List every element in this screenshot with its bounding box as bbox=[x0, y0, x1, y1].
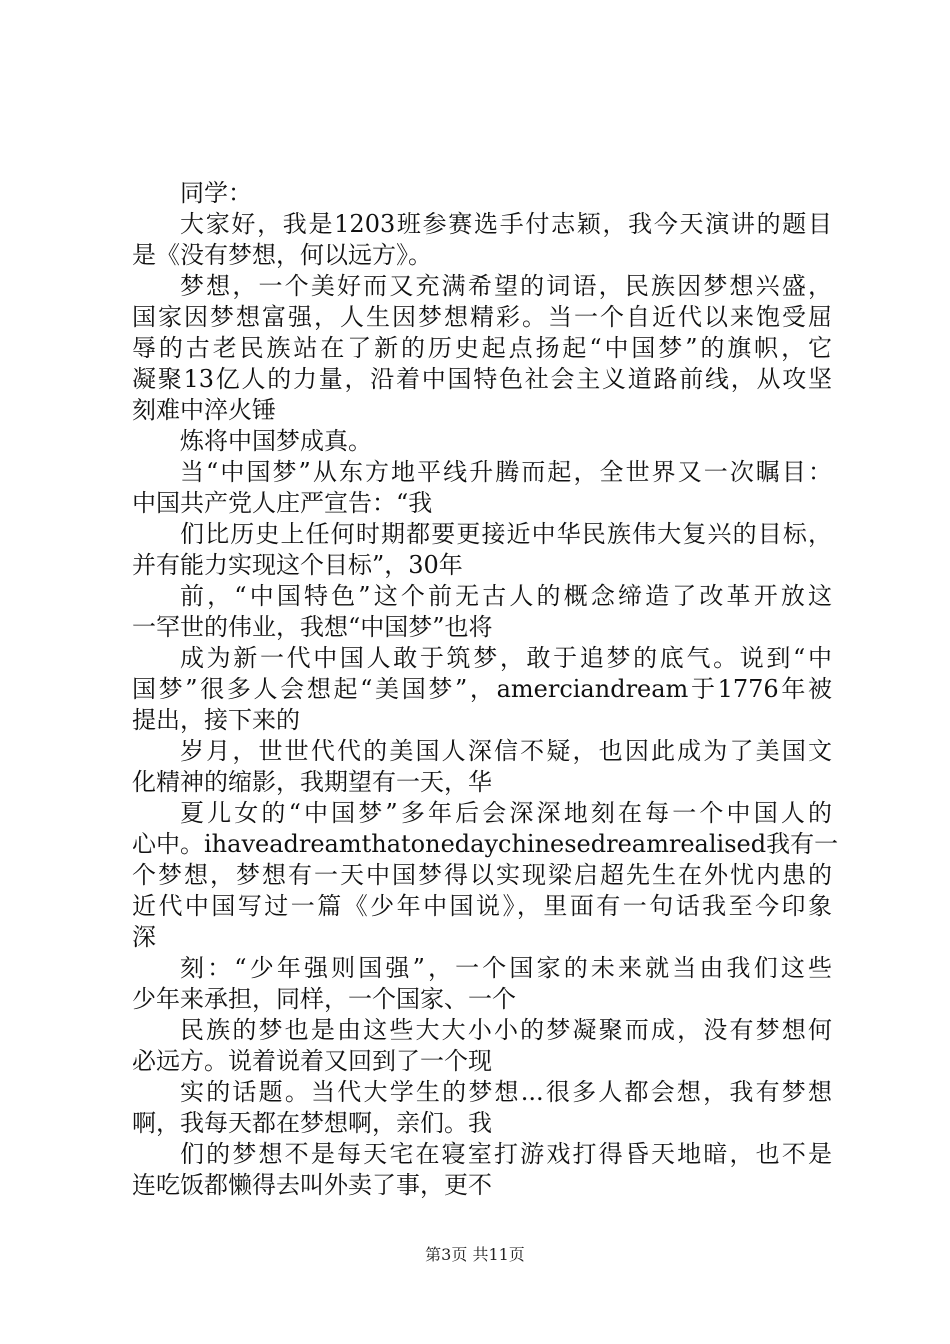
text-line: 深 bbox=[132, 923, 156, 951]
text-line: 炼将中国梦成真。 bbox=[180, 427, 372, 455]
text-line: 民族的梦也是由这些大大小小的梦凝聚而成，没有梦想何 bbox=[180, 1016, 832, 1044]
text-line: 刻：“少年强则国强”，一个国家的未来就当由我们这些 bbox=[180, 954, 832, 982]
text-line: 近代中国写过一篇《少年中国说》，里面有一句话我至今印象 bbox=[132, 892, 832, 920]
text-line: 刻难中淬火锤 bbox=[132, 396, 276, 424]
text-line: 化精神的缩影，我期望有一天，华 bbox=[132, 768, 492, 796]
page-number-footer: 第3页 共11页 bbox=[425, 1245, 525, 1264]
text-line: 同学： bbox=[180, 179, 252, 207]
text-line: 心中。ihaveadreamthatonedaychinesedreamrealised我有一 bbox=[132, 830, 839, 858]
text-line: 个梦想，梦想有一天中国梦得以实现梁启超先生在外忧内患的 bbox=[132, 861, 832, 889]
text-line: 连吃饭都懒得去叫外卖了事，更不 bbox=[132, 1171, 492, 1199]
text-line: 凝聚13亿人的力量，沿着中国特色社会主义道路前线，从攻坚 bbox=[132, 365, 832, 393]
text-line: 前，“中国特色”这个前无古人的概念缔造了改革开放这 bbox=[180, 582, 832, 610]
text-line: 当“中国梦”从东方地平线升腾而起，全世界又一次瞩目： bbox=[180, 458, 832, 486]
text-line: 大家好，我是1203班参赛选手付志颖，我今天演讲的题目 bbox=[180, 210, 832, 238]
text-line: 国家因梦想富强，人生因梦想精彩。当一个自近代以来饱受屈 bbox=[132, 303, 832, 331]
text-line: 是《没有梦想，何以远方》。 bbox=[132, 241, 432, 269]
text-line: 夏儿女的“中国梦”多年后会深深地刻在每一个中国人的 bbox=[180, 799, 832, 827]
text-line: 中国共产党人庄严宣告：“我 bbox=[132, 489, 433, 517]
text-line: 必远方。说着说着又回到了一个现 bbox=[132, 1047, 492, 1075]
text-line: 梦想，一个美好而又充满希望的词语，民族因梦想兴盛， bbox=[180, 272, 832, 300]
text-line: 成为新一代中国人敢于筑梦，敢于追梦的底气。说到“中 bbox=[180, 644, 832, 672]
text-line: 少年来承担，同样，一个国家、一个 bbox=[132, 985, 516, 1013]
text-line: 们的梦想不是每天宅在寝室打游戏打得昏天地暗，也不是 bbox=[180, 1140, 832, 1168]
text-line: 实的话题。当代大学生的梦想...很多人都会想，我有梦想 bbox=[180, 1078, 832, 1106]
speech-body bbox=[132, 178, 839, 1201]
text-line: 并有能力实现这个目标”，30年 bbox=[132, 551, 463, 579]
text-line: 辱的古老民族站在了新的历史起点扬起“中国梦”的旗帜，它 bbox=[132, 334, 832, 362]
text-line: 们比历史上任何时期都要更接近中华民族伟大复兴的目标， bbox=[180, 520, 832, 548]
text-line: 国梦”很多人会想起“美国梦”，amerciandream于1776年被 bbox=[132, 675, 832, 703]
text-line: 啊，我每天都在梦想啊，亲们。我 bbox=[132, 1109, 492, 1137]
text-line: 岁月，世世代代的美国人深信不疑，也因此成为了美国文 bbox=[180, 737, 832, 765]
text-line: 提出，接下来的 bbox=[132, 706, 300, 734]
text-line: 一罕世的伟业，我想“中国梦”也将 bbox=[132, 613, 493, 641]
